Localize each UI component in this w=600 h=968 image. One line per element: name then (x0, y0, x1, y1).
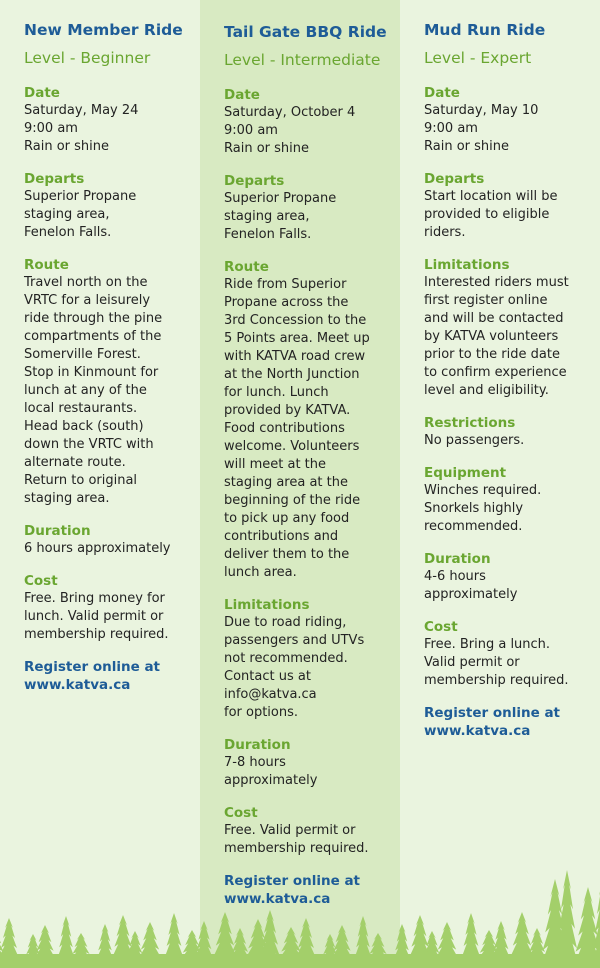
section-text: Free. Bring money for lunch. Valid permit or membership required. (24, 591, 169, 642)
section-date (224, 86, 382, 158)
section-duration (224, 736, 382, 790)
section-label: Departs (224, 173, 285, 189)
section-departs (224, 172, 382, 244)
ride-level: Level - Intermediate (224, 51, 381, 69)
section-text: Interested riders must first register online and will be contacted by KATVA volunteers prior to the ride date to confirm experience level and eligibility. (424, 275, 569, 398)
section-route (24, 256, 182, 508)
section-date (24, 84, 182, 156)
ride-level: Level - Beginner (24, 49, 151, 67)
section-label: Duration (24, 523, 91, 539)
section-label: Limitations (424, 257, 510, 273)
section-text: 4-6 hours approximately (424, 569, 518, 602)
ride-column-new-member (0, 0, 200, 968)
section-label: Departs (24, 171, 85, 187)
section-departs (424, 170, 582, 242)
section-label: Cost (224, 805, 258, 821)
section-route (224, 258, 382, 582)
register-block (224, 872, 382, 908)
section-cost (224, 804, 382, 858)
register-link[interactable]: www.katva.ca (24, 677, 131, 693)
ride-title: New Member Ride (24, 21, 183, 39)
section-label: Date (224, 87, 260, 103)
section-text: Due to road riding, passengers and UTVs not recommended. Contact us at info@katva.ca for options. (224, 615, 365, 720)
section-cost (424, 618, 582, 690)
section-duration (24, 522, 182, 558)
register-link[interactable]: www.katva.ca (224, 891, 331, 907)
section-text: 6 hours approximately (24, 541, 171, 556)
register-block (424, 704, 582, 740)
register-block (24, 658, 182, 694)
section-text: Saturday, May 10 9:00 am Rain or shine (424, 103, 539, 154)
section-date (424, 84, 582, 156)
section-text: Free. Bring a lunch. Valid permit or membership required. (424, 637, 569, 688)
section-label: Duration (424, 551, 491, 567)
section-text: No passengers. (424, 433, 525, 448)
section-text: Superior Propane staging area, Fenelon Falls. (224, 191, 337, 242)
section-limitations (424, 256, 582, 400)
section-duration (424, 550, 582, 604)
section-label: Route (224, 259, 269, 275)
section-label: Duration (224, 737, 291, 753)
section-label: Restrictions (424, 415, 516, 431)
ride-title: Tail Gate BBQ Ride (224, 23, 387, 41)
section-label: Date (24, 85, 60, 101)
section-equipment (424, 464, 582, 536)
section-label: Cost (24, 573, 58, 589)
section-limitations (224, 596, 382, 722)
section-text: Saturday, October 4 9:00 am Rain or shine (224, 105, 356, 156)
section-text: Winches required. Snorkels highly recommended. (424, 483, 542, 534)
section-departs (24, 170, 182, 242)
register-text: Register online at (424, 705, 561, 721)
register-link[interactable]: www.katva.ca (424, 723, 531, 739)
section-label: Equipment (424, 465, 507, 481)
ride-column-tail-gate (200, 0, 400, 968)
section-text: Travel north on the VRTC for a leisurely ride through the pine compartments of the Somerville Forest. Stop in Kinmount for lunch at any of the local restaurants. Head back (south) down the VRTC with alternate route. Return to original staging area. (24, 275, 163, 506)
section-text: Free. Valid permit or membership required. (224, 823, 369, 856)
section-label: Cost (424, 619, 458, 635)
section-text: 7-8 hours approximately (224, 755, 318, 788)
section-label: Limitations (224, 597, 310, 613)
section-label: Date (424, 85, 460, 101)
register-text: Register online at (224, 873, 361, 889)
section-text: Start location will be provided to eligible riders. (424, 189, 558, 240)
section-cost (24, 572, 182, 644)
ride-column-mud-run (400, 0, 600, 968)
section-label: Departs (424, 171, 485, 187)
ride-level: Level - Expert (424, 49, 532, 67)
section-label: Route (24, 257, 69, 273)
section-text: Saturday, May 24 9:00 am Rain or shine (24, 103, 139, 154)
section-restrictions (424, 414, 582, 450)
section-text: Superior Propane staging area, Fenelon Falls. (24, 189, 137, 240)
register-text: Register online at (24, 659, 161, 675)
ride-title: Mud Run Ride (424, 21, 546, 39)
section-text: Ride from Superior Propane across the 3rd Concession to the 5 Points area. Meet up with KATVA road crew at the North Junction for lunch. Lunch provided by KATVA. Food contributions welcome. Volunteers will meet at the staging area at the beginning of the ride to pick up any food contributions and deliver them to the lunch area. (224, 277, 370, 580)
